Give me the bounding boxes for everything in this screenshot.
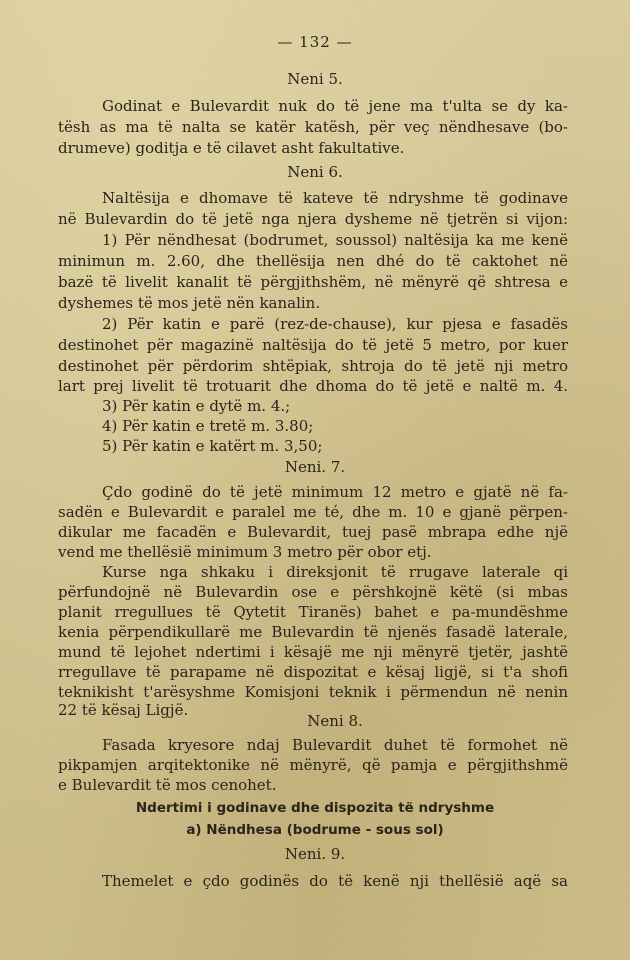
section-title: Ndertimi i godinave dhe dispozita të ndryshme: [135, 800, 495, 816]
text-line: minimun m. 2.60, dhe thellësija nen dhé do të caktohet në: [58, 252, 568, 270]
text-line: 22 të kësaj Ligjë.: [58, 701, 189, 719]
text-line: e Bulevardit të mos cenohet.: [58, 776, 277, 794]
text-line: Fasada kryesore ndaj Bulevardit duhet të formohet në: [102, 736, 568, 754]
text-line: destinohet për përdorim shtëpiak, shtroja do të jetë nji metro: [58, 357, 568, 375]
text-line: Çdo godinë do të jetë minimum 12 metro e gjatë në fa-: [102, 483, 568, 501]
text-line: vend me thellësië minimum 3 metro për obor etj.: [58, 543, 432, 561]
text-line: 2) Për katin e parë (rez-de-chause), kur pjesa e fasadës: [102, 315, 568, 333]
text-line: mund të lejohet ndertimi i kësajë me nji mënyrë tjetër, jashtë: [58, 643, 568, 661]
text-line: Themelet e çdo godinës do të kenë nji thellësië aqë sa: [102, 872, 568, 890]
text-line: 4) Për katin e tretë m. 3.80;: [102, 417, 314, 435]
text-line: teknikisht t'arësyshme Komisjoni teknik i përmendun në nenin: [58, 683, 568, 701]
text-line: kenia përpendikullarë me Bulevardin të njenës fasadë laterale,: [58, 623, 568, 641]
text-line: lart prej livelit të trotuarit dhe dhoma do të jetë e naltë m. 4.: [58, 377, 568, 395]
text-line: sadën e Bulevardit e paralel me té, dhe m. 10 e gjanë përpen-: [58, 503, 568, 521]
page-number: — 132 —: [277, 33, 353, 51]
text-line: Naltësija e dhomave të kateve të ndryshme të godinave: [102, 189, 568, 207]
text-line: në Bulevardin do të jetë nga njera dysheme në tjetrën si vijon:: [58, 210, 568, 228]
text-line: drumeve) goditja e të cilavet asht fakultative.: [58, 139, 405, 157]
text-line: bazë të livelit kanalit të përgjithshëm, në mënyrë që shtresa e: [58, 273, 568, 291]
article-heading: Neni. 9.: [284, 845, 346, 863]
section-subtitle: a) Nëndhesa (bodrume - sous sol): [186, 822, 444, 838]
text-line: 1) Për nëndhesat (bodrumet, soussol) naltësija ka me kenë: [102, 231, 568, 249]
text-line: tësh as ma të nalta se katër katësh, për veç nëndhesave (bo-: [58, 118, 568, 136]
article-heading: Neni. 7.: [284, 458, 346, 476]
article-heading: Neni 8.: [307, 712, 363, 730]
text-line: përfundojnë në Bulevardin ose e përshkojnë këtë (si mbas: [58, 583, 568, 601]
text-line: Godinat e Bulevardit nuk do të jene ma t'ulta se dy ka-: [102, 97, 568, 115]
text-line: dyshemes të mos jetë nën kanalin.: [58, 294, 321, 312]
text-line: Kurse nga shkaku i direksjonit të rrugave laterale qi: [102, 563, 568, 581]
text-line: rregullave të parapame në dispozitat e kësaj ligjë, si t'a shofi: [58, 663, 568, 681]
text-line: dikular me facadën e Bulevardit, tuej pasë mbrapa edhe një: [58, 523, 568, 541]
text-line: 3) Për katin e dytë m. 4.;: [102, 397, 291, 415]
text-line: planit rregullues të Qytetit Tiranës) bahet e pa-mundëshme: [58, 603, 568, 621]
article-heading: Neni 5.: [287, 70, 343, 88]
text-line: 5) Për katin e katërt m. 3,50;: [102, 437, 323, 455]
text-line: pikpamjen arqitektonike në mënyrë, që pamja e përgjithshmë: [58, 756, 568, 774]
text-line: destinohet për magazinë naltësija do të jetë 5 metro, por kuer: [58, 336, 568, 354]
article-heading: Neni 6.: [287, 163, 343, 181]
